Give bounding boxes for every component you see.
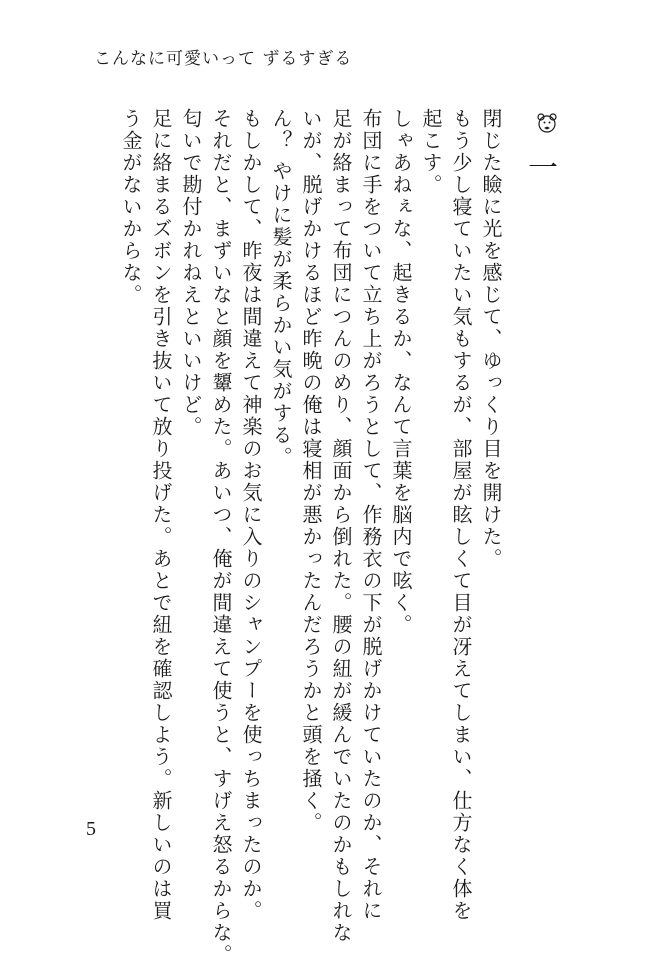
- body-line: しゃあねぇな、起きるか、なんて言葉を脳内で呟く。: [389, 108, 413, 636]
- body-line: もしかして、昨夜は間違えて神楽のお気に入りのシャンプーを使っちまったのか。: [239, 108, 263, 922]
- running-header: こんなに可愛いって ずるすぎる: [94, 49, 353, 69]
- page-body: [72, 108, 572, 966]
- page-number: 5: [86, 818, 96, 840]
- teddy-bear-icon: [536, 112, 558, 134]
- body-line: 足が絡まって布団につんのめり、顔面から倒れた。腰の紐が緩んでいたのかもしれな: [329, 108, 353, 944]
- body-line: 匂いで勘付かれねえといいけど。: [179, 108, 203, 438]
- body-line: 閉じた瞼に光を感じて、ゆっくり目を開けた。: [479, 108, 503, 570]
- body-line: う金がないからな。: [119, 108, 143, 306]
- body-line: いが、脱げかけるほど昨晩の俺は寝相が悪かったんだろうかと頭を掻く。: [299, 108, 323, 834]
- body-line: 起こす。: [419, 108, 443, 196]
- chapter-number: 一: [522, 151, 557, 190]
- body-line: それだと、まずいなと顔を顰めた。あいつ、俺が間違えて使うと、すげえ怒るからな。: [209, 108, 233, 966]
- body-line: ん？ やけに髪が柔らかい気がする。: [269, 108, 293, 469]
- body-line: もう少し寝ていたい気もするが、部屋が眩しくて目が冴えてしまい、仕方なく体を: [449, 108, 473, 922]
- body-line: 足に絡まるズボンを引き抜いて放り投げた。あとで紐を確認しよう。新しいのは買: [149, 108, 173, 922]
- body-line: 布団に手をついて立ち上がろうとして、作務衣の下が脱げかけていたのか、それに: [359, 108, 383, 922]
- chapter-heading: [506, 108, 572, 808]
